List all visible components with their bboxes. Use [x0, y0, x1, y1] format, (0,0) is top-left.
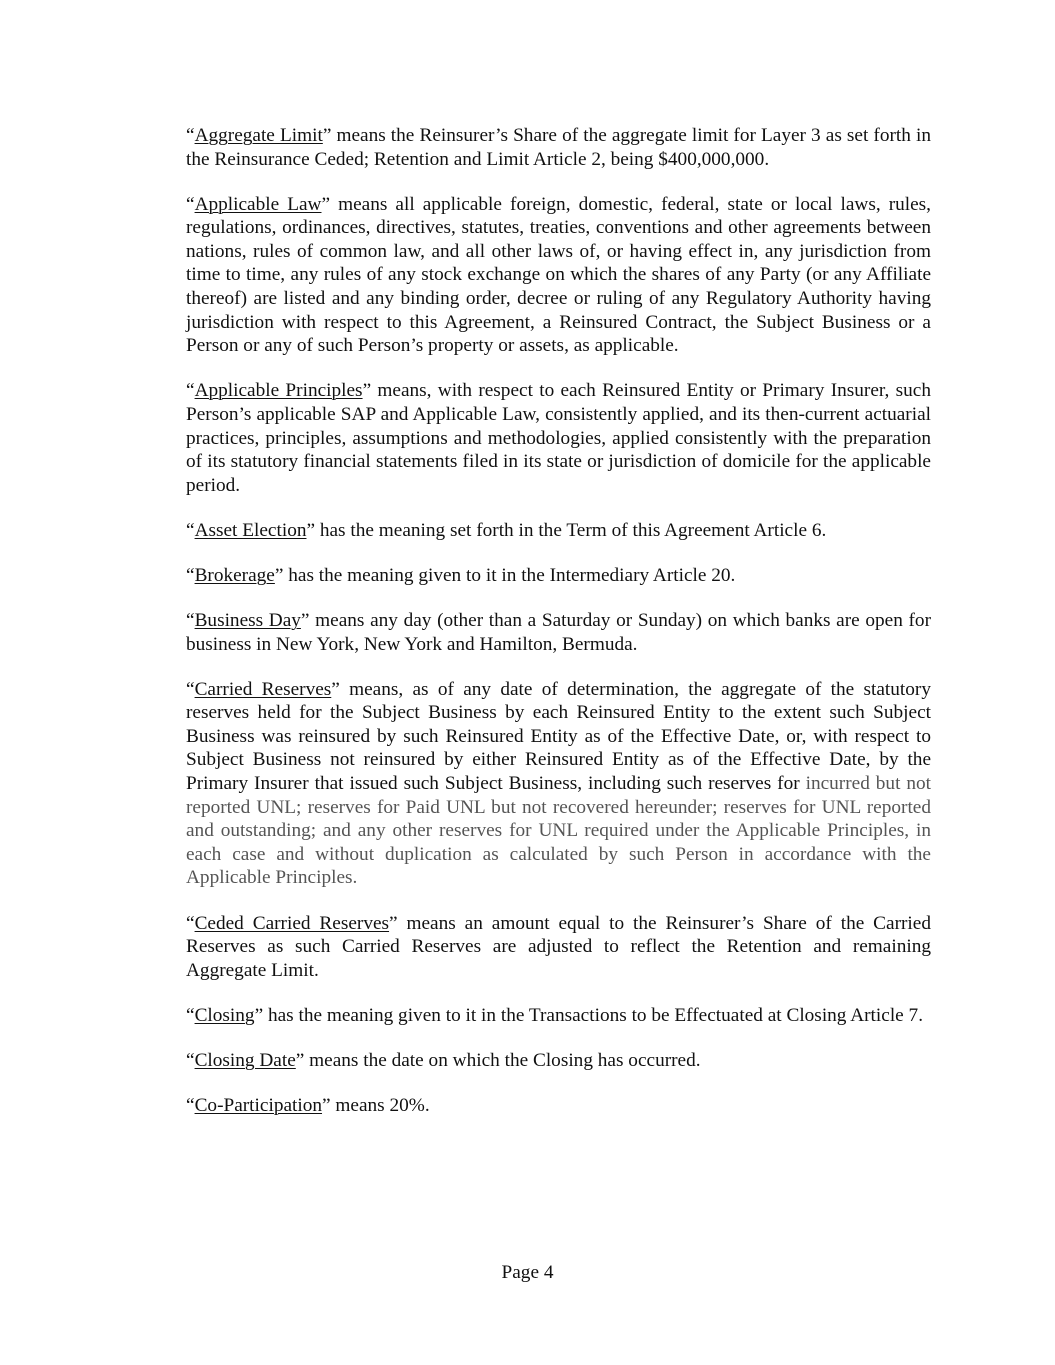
- defined-term: Business Day: [194, 610, 301, 631]
- definition-text: ” means the Reinsurer’s Share of the aggregate limit for Layer 3 as set forth in the Reinsurance Ceded; Retention and Limit Article 2, being $400,000,000.: [186, 125, 932, 170]
- document-body: [186, 124, 931, 1139]
- open-quote: “: [186, 193, 195, 215]
- defined-term: Carried Reserves: [194, 678, 332, 700]
- definition-text: ” has the meaning set forth in the Term of this Agreement Article 6.: [306, 519, 827, 541]
- open-quote: “: [186, 1095, 195, 1116]
- open-quote: “: [186, 610, 195, 631]
- definition-paragraph: [186, 912, 931, 983]
- definition-paragraph: [186, 193, 931, 358]
- definition-paragraph: [186, 1094, 931, 1118]
- defined-term: Closing: [194, 1004, 255, 1026]
- open-quote: “: [186, 564, 195, 586]
- open-quote: “: [186, 380, 195, 402]
- defined-term: Asset Election: [194, 519, 307, 541]
- definition-paragraph: [186, 124, 931, 171]
- definition-text-grey: incurred but not reported UNL; reserves for Paid UNL but not recovered hereunder; reserves for UNL reported and outstanding; and any other reserves for UNL required under the Applicable Principles, in each case and without duplication as calculated by such Person in accordance with the Applicable Principles.: [186, 773, 932, 889]
- definition-paragraph: [186, 1049, 931, 1073]
- definition-paragraph: [186, 609, 931, 656]
- definition-text: ” means the date on which the Closing has occurred.: [295, 1049, 701, 1071]
- defined-term: Brokerage: [194, 564, 275, 586]
- open-quote: “: [186, 1004, 195, 1026]
- definition-text: ” means any day (other than a Saturday or Sunday) on which banks are open for business in New York, New York and Hamilton, Bermuda.: [186, 610, 931, 655]
- defined-term: Applicable Law: [194, 193, 322, 215]
- open-quote: “: [186, 678, 195, 700]
- definition-paragraph: [186, 519, 931, 543]
- definition-paragraph: [186, 1004, 931, 1028]
- open-quote: “: [186, 912, 195, 934]
- definition-text: ” means an amount equal to the Reinsurer’s Share of the Carried Reserves as such Carried Reserves are adjusted to reflect the Retention and remaining Aggregate Limit.: [186, 912, 931, 981]
- defined-term: Applicable Principles: [194, 380, 363, 402]
- open-quote: “: [186, 1049, 195, 1071]
- definition-text: ” has the meaning given to it in the Intermediary Article 20.: [274, 564, 736, 586]
- definition-paragraph: [186, 564, 931, 588]
- definition-text: ” means, with respect to each Reinsured Entity or Primary Insurer, such Person’s applicable SAP and Applicable Law, consistently applied, and its then-current actuarial practices, principles, assumptions and methodologies, applied consistently with the preparation of its statutory financial statements filed in its state or jurisdiction of domicile for the applicable period.: [186, 380, 931, 496]
- definition-paragraph: [186, 678, 931, 890]
- page-number: Page 4: [501, 1262, 554, 1283]
- defined-term: Co-Participation: [194, 1095, 323, 1116]
- defined-term: Ceded Carried Reserves: [194, 912, 390, 934]
- definition-paragraph: [186, 379, 931, 497]
- definition-text: ” means, as of any date of determination, the aggregate of the statutory reserves held for the Subject Business by each Reinsured Entity to the extent such Subject Business was reinsured by such Reinsured Entity as of the Effective Date, or, with respect to Subject Business not reinsured by either Reinsured Entity as of the Effective Date, by the Primary Insurer that issued such Subject Business, including such reserves for: [186, 678, 931, 795]
- definition-text: ” has the meaning given to it in the Transactions to be Effectuated at Closing Article 7.: [254, 1004, 924, 1026]
- open-quote: “: [186, 519, 195, 541]
- open-quote: “: [186, 125, 195, 146]
- definition-text: ” means 20%.: [322, 1095, 430, 1116]
- defined-term: Aggregate Limit: [194, 125, 323, 146]
- defined-term: Closing Date: [194, 1049, 296, 1071]
- definition-text: ” means all applicable foreign, domestic, federal, state or local laws, rules, regulations, ordinances, directives, statutes, treaties, conventions and other agreements between nations, rules of common law, and all other laws of, or having effect in, any jurisdiction from time to time, any rules of any stock exchange on which the shares of any Party (or any Affiliate thereof) are listed and any binding order, decree or ruling of any Regulatory Authority having jurisdiction with respect to this Agreement, a Reinsured Contract, the Subject Business or a Person or any of such Person’s property or assets, as applicable.: [186, 193, 932, 357]
